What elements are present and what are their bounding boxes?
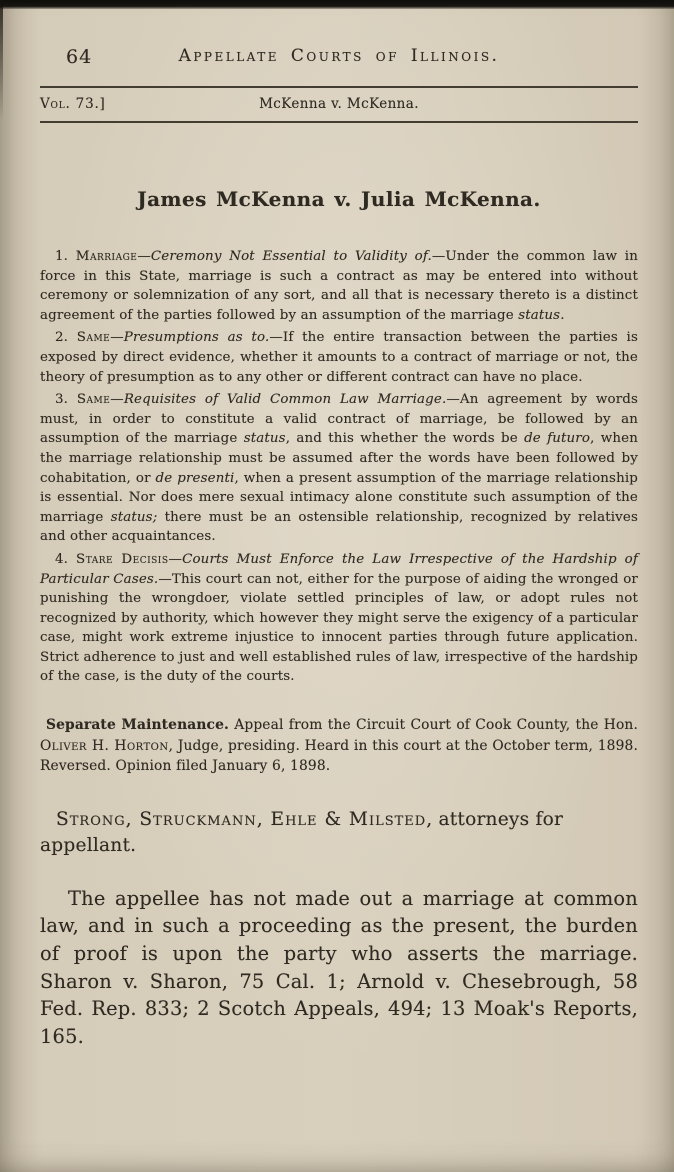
appeal-paragraph: Separate Maintenance. Appeal from the Circuit Court of Cook County, the Hon. Oliver H. Horton, Judge, presiding. Heard in this court at the October term, 1898. Reversed. Opinion filed January 6, 1898. bbox=[40, 717, 639, 775]
page-number: 64 bbox=[66, 46, 93, 68]
opinion-body-paragraph: The appellee has not made out a marriage at common law, and in such a proceeding as the present, the burden of proof is upon the party who asserts the marriage. Sharon v. Sharon, 75 Cal. 1; Arnold v. Chesebrough, 58 Fed. Rep. 833; 2 Scotch Appeals, 494; 13 Moak's Reports, 165. bbox=[40, 886, 638, 1048]
header-rule-bottom bbox=[40, 121, 638, 123]
running-head-title: Appellate Courts of Illinois. bbox=[178, 46, 500, 66]
running-header bbox=[40, 46, 638, 72]
volume-row bbox=[40, 93, 638, 117]
volume-label: Vol. 73.] bbox=[40, 96, 106, 112]
case-title: James McKenna v. Julia McKenna. bbox=[137, 187, 541, 211]
header-rule-top bbox=[40, 86, 638, 88]
headnotes-section bbox=[40, 247, 638, 687]
headnote-4: 4. Stare Decisis—Courts Must Enforce the Law Irrespective of the Hardship of Particular Cases.—This court can not, either for the purpose of aiding the wronged or punishing the wrongdoer, violate settled principles of law, or adopt rules not recognized by authority, which however they might serve the exigency of a particular case, might work extreme injustice to innocent parties through future application. Strict adherence to just and well established rules of law, irrespective of the hardship of the case, is the duty of the courts. bbox=[40, 551, 638, 685]
headnote-3: 3. Same—Requisites of Valid Common Law Marriage.—An agreement by words must, in order to constitute a valid contract of marriage, be followed by an assumption of the marriage status, and this whether the words be de futuro, when the marriage relationship must be assumed after the words have been followed by cohabitation, or de presenti, when a present assumption of the marriage relationship is essential. Nor does mere sexual intimacy alone constitute such assumption of the marriage status; there must be an ostensible relationship, recognized by relatives and other acquaintances. bbox=[40, 392, 639, 545]
running-case-title: McKenna v. McKenna. bbox=[259, 96, 419, 112]
headnote-1: 1. Marriage—Ceremony Not Essential to Validity of.—Under the common law in force in this State, marriage is such a contract as may be entered into without ceremony or solemnization of any sort, and all that is necessary thereto is a distinct agreement of the parties followed by an assumption of the marriage status. bbox=[40, 249, 638, 323]
attorneys-paragraph: Strong, Struckmann, Ehle & Milsted, attorneys for appellant. bbox=[40, 808, 564, 856]
headnote-2: 2. Same—Presumptions as to.—If the entire transaction between the parties is exposed by direct evidence, whether it amounts to a contract of marriage or not, the theory of presumption as to any other or different contract can have no place. bbox=[40, 330, 638, 385]
